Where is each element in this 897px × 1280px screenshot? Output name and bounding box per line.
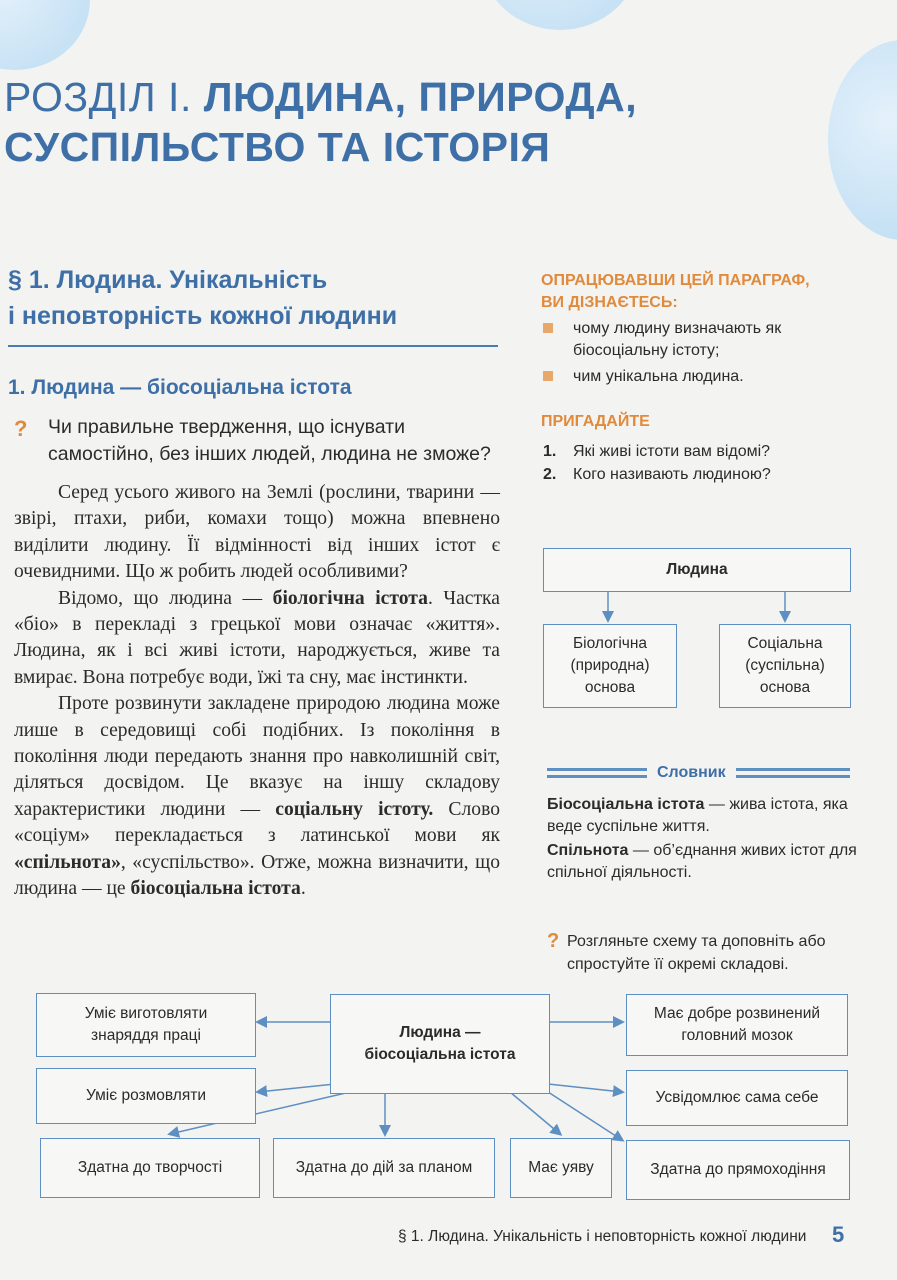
question-mark-icon: ? [547, 930, 560, 952]
scheme-box-label: основа [759, 679, 811, 696]
task-text: Розгляньте схему та доповніть або спростуйте її окремі складові. [567, 933, 826, 973]
scheme-box-creativity [40, 1138, 260, 1198]
scheme-box-imagination [510, 1138, 612, 1198]
paragraph-1: Серед усього живого на Землі (рослини, тварини — звірі, птахи, риби, комахи тощо) можна впевнено виділити людину. Її відмінності від інших істот є очевидними. Що ж робить людей особливими? [14, 482, 500, 583]
learn-heading-line2: ВИ ДІЗНАЄТЕСЬ: [541, 294, 678, 311]
scheme-box-label: (суспільна) [745, 657, 825, 674]
arrow [545, 1090, 622, 1140]
list-number: 1. [543, 443, 557, 460]
term-biological: біологічна істота [272, 587, 428, 609]
scheme-box-tools [36, 993, 256, 1057]
list-number: 2. [543, 466, 557, 483]
vocabulary-term: Спільнота [547, 842, 629, 859]
scheme-box-brain [626, 994, 848, 1056]
list-item-text: Кого називають людиною? [573, 466, 771, 483]
page-number: 5 [832, 1222, 845, 1247]
paragraph-3-text: Проте розвинути закладене природою людина може лише в середовищі собі подібних. Із покоління в покоління люди передають знання про навколишній світ, діляться досвідом. Це вказує на іншу складову характеристики людини — [14, 693, 500, 820]
paragraph-2-text: Відомо, що людина — [58, 587, 273, 609]
scheme-box-label: Біологічна [572, 635, 648, 652]
vocabulary [547, 794, 857, 886]
scheme-box-label: біосоціальна істота [364, 1046, 516, 1063]
vocabulary-heading-label: Словник [647, 762, 736, 784]
scheme-box-center [330, 994, 550, 1094]
arrow [510, 1092, 560, 1134]
recall-heading: ПРИГАДАЙТЕ [541, 413, 650, 430]
scheme-box-label: основа [584, 679, 636, 696]
section-title-line2: і неповторність кожної людини [8, 302, 398, 330]
task-block [547, 930, 857, 976]
scheme-box-label: головний мозок [681, 1027, 793, 1044]
arrow [548, 1084, 622, 1092]
term-community: «спільнота» [14, 851, 121, 873]
vocabulary-definition: — жива істота, яка веде суспільне життя. [547, 796, 848, 835]
scheme-box-self-aware [626, 1070, 848, 1126]
term-biosocial: біосоціальна істота [130, 878, 301, 900]
scheme-box-label: Здатна до творчості [77, 1159, 223, 1176]
scheme-box-label: знаряддя праці [91, 1027, 201, 1044]
scheme-box-label: Уміє розмовляти [86, 1087, 206, 1104]
paragraph-3-text: . [300, 878, 306, 900]
scheme-box-social [719, 624, 851, 708]
page-footer: § 1. Людина. Унікальність і неповторність кожної людини [398, 1228, 807, 1245]
vocabulary-entry [547, 794, 857, 838]
paragraph-3-text: Слово «соціум» перекладається з латинської мови як [14, 798, 500, 847]
scheme-box-label: Усвідомлює сама себе [655, 1089, 819, 1106]
list-item-text: чому людину визначають як біосоціальну істоту; [573, 320, 782, 359]
scheme-box-upright [626, 1140, 850, 1200]
scheme-box-label: Здатна до дій за планом [295, 1159, 473, 1176]
paragraph-3-text: , «суспільство». Отже, можна визначити, що людина — це [14, 851, 500, 900]
scheme-box-planning [273, 1138, 495, 1198]
scheme-box-label: Соціальна [747, 635, 823, 652]
question-text: Чи правильне твердження, що існувати самостійно, без інших людей, людина не зможе? [48, 416, 491, 465]
vocabulary-heading [547, 762, 850, 784]
vocabulary-term: Біосоціальна істота [547, 796, 705, 813]
learn-heading-line1: ОПРАЦЮВАВШИ ЦЕЙ ПАРАГРАФ, [541, 272, 810, 289]
arrow [258, 1084, 335, 1092]
chapter-prefix: РОЗДІЛ І. [4, 74, 192, 120]
scheme-box-label: Здатна до прямоходіння [650, 1161, 826, 1178]
chapter-title-line1: ЛЮДИНА, ПРИРОДА, [203, 74, 638, 120]
scheme-box-label: Людина [666, 561, 728, 578]
question-mark-icon: ? [14, 416, 28, 441]
scheme-box-label: Має уяву [528, 1159, 594, 1176]
scheme-box-label: Має добре розвинений [653, 1005, 821, 1022]
chapter-title-line2: СУСПІЛЬСТВО ТА ІСТОРІЯ [4, 124, 551, 170]
vocabulary-entry [547, 840, 857, 884]
scheme-box-label: Людина — [399, 1024, 481, 1041]
scheme-box-speech [36, 1068, 256, 1124]
scheme-box-biological [543, 624, 677, 708]
section-title-line1: § 1. Людина. Унікальність [8, 266, 328, 294]
scheme-box-human [543, 548, 851, 592]
term-social: соціальну істоту. [275, 798, 434, 820]
scheme-box-label: (природна) [570, 657, 650, 674]
paragraph-2-text: . Частка «біо» в перекладі з грецької мови означає «життя». Людина, як і всі живі істоти, народжується, живе та вмирає. Вона потребує води, їжі та сну, має інстинкти. [14, 587, 500, 688]
subsection-title: 1. Людина — біосоціальна істота [8, 376, 352, 399]
vocabulary-definition: — об’єднання живих істот для спільної діяльності. [547, 842, 857, 881]
scheme-box-label: Уміє виготовляти [84, 1005, 208, 1022]
list-item-text: чим унікальна людина. [573, 368, 744, 385]
list-item-text: Які живі істоти вам відомі? [573, 443, 771, 460]
